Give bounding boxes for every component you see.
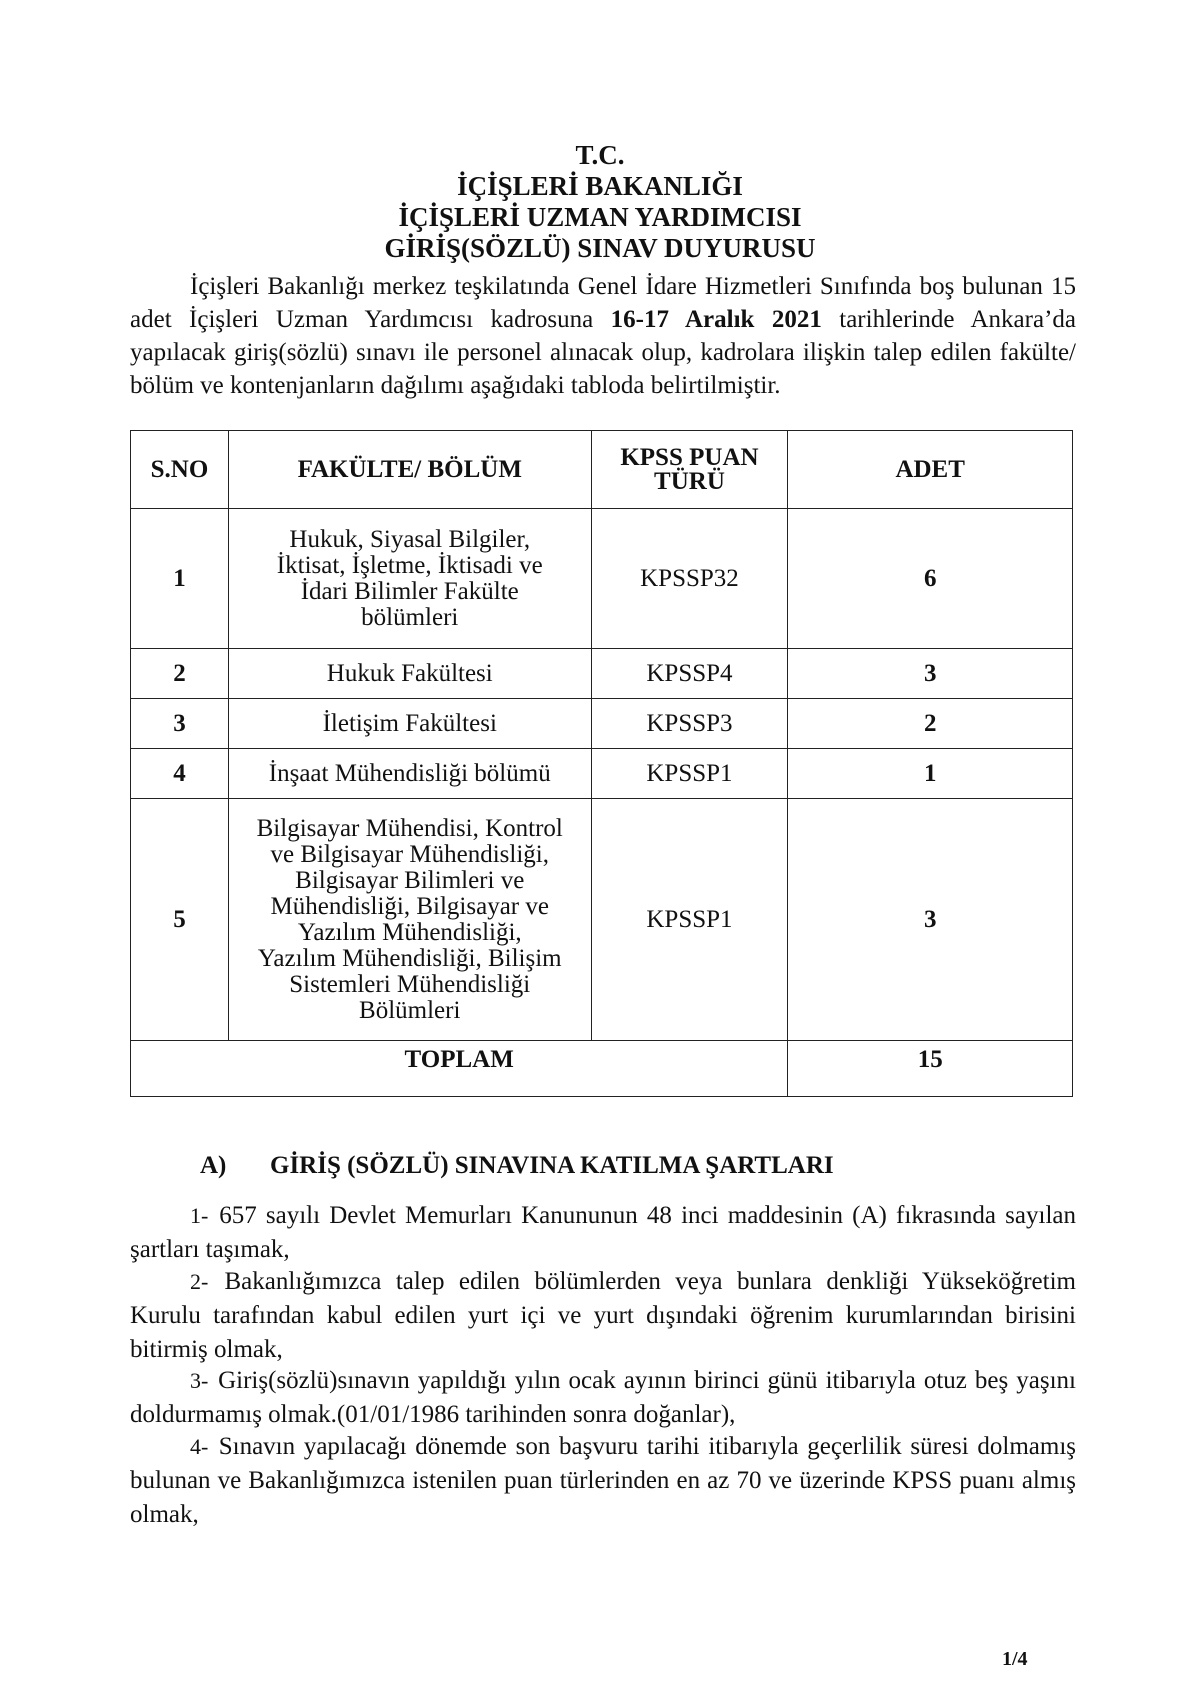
- row-adet: 3: [788, 799, 1073, 1041]
- table-row: [131, 799, 1073, 1041]
- header-sno: S.NO: [131, 431, 229, 509]
- faculty-line: Yazılım Mühendisliği, Bilişim: [257, 944, 562, 972]
- faculty-line: İnşaat Mühendisliği bölümü: [268, 759, 551, 787]
- header-kpss-line2: TÜRÜ: [654, 467, 725, 495]
- row-kpss: KPSSP4: [591, 649, 788, 699]
- condition-item: [130, 1429, 1076, 1531]
- faculty-line: Yazılım Mühendisliği,: [297, 918, 522, 946]
- quota-table: [130, 430, 1073, 1097]
- section-a-title: [200, 1152, 834, 1180]
- condition-number: 2-: [190, 1269, 209, 1294]
- table-total-row: [131, 1041, 1073, 1097]
- faculty-line: bölümleri: [361, 603, 459, 631]
- condition-text: Bakanlığımızca talep edilen bölümlerden veya bunlara denkliği Yükseköğretim Kurulu tarafından kabul edilen yurt içi ve yurt dışındaki öğrenim kurumlarından birisini bitirmiş olmak,: [130, 1268, 1076, 1363]
- page-number: 1/4: [1002, 1648, 1028, 1670]
- intro-paragraph: [130, 270, 1076, 402]
- table-row: [131, 649, 1073, 699]
- condition-text: Giriş(sözlü)sınavın yapıldığı yılın ocak ayının birinci günü itibarıyla otuz beş yaşını doldurmamış olmak.(01/01/1986 tarihinden sonra doğanlar),: [130, 1367, 1076, 1428]
- faculty-line: İletişim Fakültesi: [322, 709, 497, 737]
- row-adet: 6: [788, 509, 1073, 649]
- section-a-heading: GİRİŞ (SÖZLÜ) SINAVINA KATILMA ŞARTLARI: [270, 1152, 834, 1179]
- faculty-line: Hukuk, Siyasal Bilgiler,: [289, 525, 531, 553]
- row-faculty: [228, 649, 591, 699]
- row-sno: 2: [131, 649, 229, 699]
- header-ministry: İÇİŞLERİ BAKANLIĞI: [457, 171, 743, 201]
- intro-text-1: İçişleri Bakanlığı merkez teşkilatında Genel İdare Hizmetleri Sınıfında boş bulunan 15 adet İçişleri Uzman Yardımcısı kadrosuna: [130, 273, 1076, 333]
- condition-text: Sınavın yapılacağı dönemde son başvuru tarihi itibarıyla geçerlilik süresi dolmamış bulunan ve Bakanlığımızca istenilen puan türlerinden en az 70 ve üzerinde KPSS puanı almış olmak,: [130, 1433, 1077, 1528]
- row-faculty: [228, 509, 591, 649]
- faculty-line: Bölümleri: [359, 996, 461, 1024]
- faculty-line: Sistemleri Mühendisliği: [289, 970, 531, 998]
- condition-number: 1-: [190, 1203, 209, 1228]
- row-adet: 2: [788, 699, 1073, 749]
- row-faculty: [228, 699, 591, 749]
- header-tc: T.C.: [575, 140, 625, 170]
- faculty-line: İdari Bilimler Fakülte: [300, 577, 519, 605]
- condition-item: [130, 1198, 1076, 1266]
- row-kpss: KPSSP32: [591, 509, 788, 649]
- condition-number: 4-: [190, 1434, 209, 1459]
- header-adet: ADET: [788, 431, 1073, 509]
- table-row: [131, 699, 1073, 749]
- table-row: [131, 509, 1073, 649]
- header-announcement: GİRİŞ(SÖZLÜ) SINAV DUYURUSU: [384, 233, 816, 263]
- row-sno: 5: [131, 799, 229, 1041]
- row-kpss: KPSSP3: [591, 699, 788, 749]
- row-adet: 3: [788, 649, 1073, 699]
- section-a-letter: A): [200, 1152, 227, 1179]
- row-sno: 3: [131, 699, 229, 749]
- intro-dates: 16-17 Aralık 2021: [610, 306, 822, 333]
- header-faculty: FAKÜLTE/ BÖLÜM: [228, 431, 591, 509]
- row-kpss: KPSSP1: [591, 799, 788, 1041]
- total-label: TOPLAM: [131, 1041, 788, 1097]
- faculty-line: İktisat, İşletme, İktisadi ve: [276, 551, 543, 579]
- table-header-row: [131, 431, 1073, 509]
- condition-item: [130, 1264, 1076, 1366]
- faculty-line: Bilgisayar Mühendisi, Kontrol: [256, 814, 563, 842]
- faculty-line: Hukuk Fakültesi: [326, 659, 493, 687]
- row-faculty: [228, 799, 591, 1041]
- row-sno: 4: [131, 749, 229, 799]
- header-position: İÇİŞLERİ UZMAN YARDIMCISI: [398, 202, 802, 232]
- faculty-line: ve Bilgisayar Mühendisliği,: [270, 840, 549, 868]
- row-sno: 1: [131, 509, 229, 649]
- row-adet: 1: [788, 749, 1073, 799]
- faculty-line: Bilgisayar Bilimleri ve: [295, 866, 525, 894]
- intro-text-2: tarihlerinde Ankara’da yapılacak giriş(sözlü) sınavı ile personel alınacak olup, kadrolara ilişkin talep edilen fakülte/ bölüm ve kontenjanların dağılımı aşağıdaki tabloda belirtilmiştir.: [130, 306, 1076, 399]
- row-faculty: [228, 749, 591, 799]
- condition-number: 3-: [190, 1368, 209, 1393]
- condition-text: 657 sayılı Devlet Memurları Kanununun 48 inci maddesinin (A) fıkrasında sayılan şartları taşımak,: [130, 1202, 1076, 1263]
- header-kpss-line1: KPSS PUAN: [620, 443, 759, 471]
- header-kpss: [591, 431, 788, 509]
- total-value: 15: [788, 1041, 1073, 1097]
- condition-item: [130, 1363, 1076, 1431]
- document-header: [0, 140, 1200, 264]
- faculty-line: Mühendisliği, Bilgisayar ve: [270, 892, 549, 920]
- table-row: [131, 749, 1073, 799]
- row-kpss: KPSSP1: [591, 749, 788, 799]
